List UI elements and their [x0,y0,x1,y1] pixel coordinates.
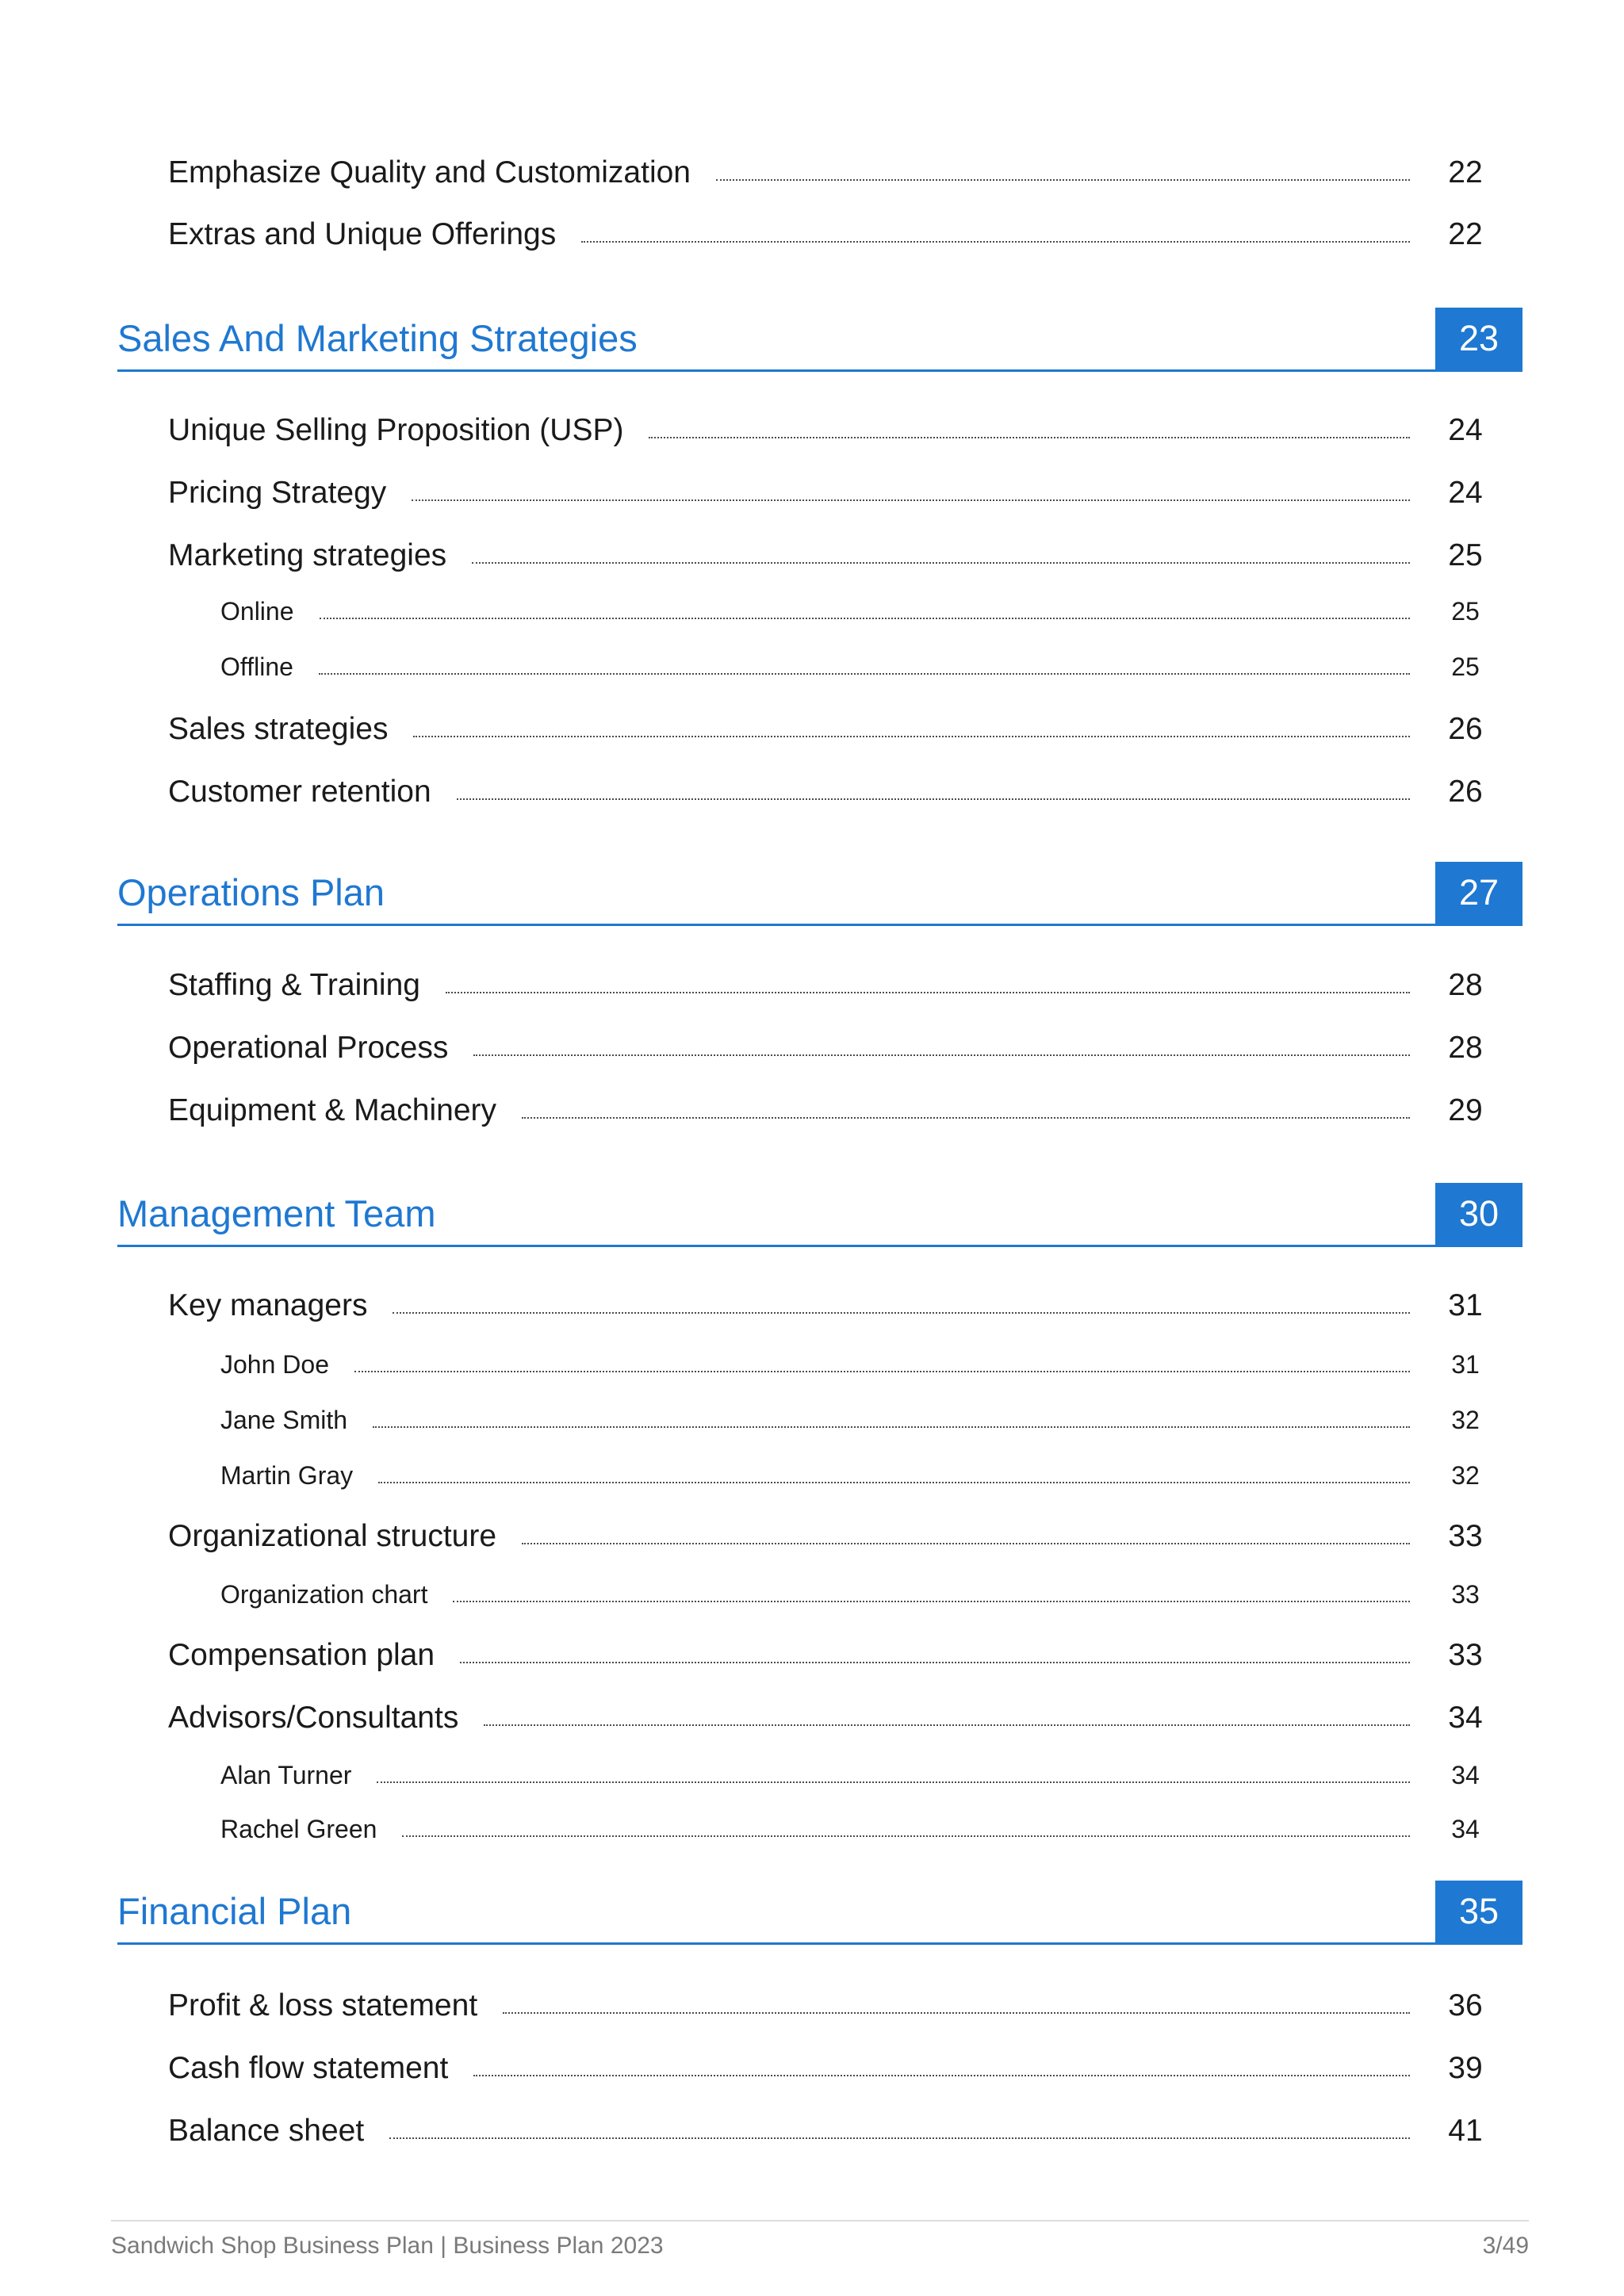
toc-entry-label: Emphasize Quality and Customization [168,155,691,189]
toc-entry[interactable] [168,205,1497,252]
toc-entry-page-number: 31 [1451,1350,1480,1379]
toc-entry-label: Compensation plan [168,1638,435,1672]
toc-section-page-number: 27 [1435,862,1522,924]
dot-leader [373,1426,1410,1428]
dot-leader [503,2012,1410,2014]
toc-entry[interactable] [168,463,1497,511]
toc-entry[interactable] [168,400,1497,448]
dot-leader [412,499,1410,501]
toc-section-page-number: 35 [1435,1881,1522,1942]
toc-section-heading[interactable] [117,862,1522,926]
toc-entry[interactable] [168,143,1497,190]
toc-entry[interactable] [168,1276,1497,1323]
toc-entry-page-number: 39 [1448,2051,1483,2085]
toc-entry-label: Alan Turner [220,1761,352,1789]
toc-entry-page-number: 34 [1451,1761,1480,1789]
toc-subentry[interactable] [220,1340,1497,1380]
toc-section-heading[interactable] [117,308,1522,372]
dot-leader [389,2137,1410,2139]
toc-entry-label: Key managers [168,1288,368,1322]
dot-leader [460,1662,1410,1663]
toc-entry-page-number: 25 [1451,652,1480,681]
dot-leader [393,1312,1410,1314]
dot-leader [319,673,1410,675]
toc-section-title: Management Team [117,1192,436,1234]
dot-leader [457,798,1410,800]
toc-entry[interactable] [168,1506,1497,1554]
toc-entry-page-number: 24 [1448,476,1483,510]
dot-leader [473,2075,1410,2076]
toc-entry-label: John Doe [220,1350,329,1379]
dot-leader [446,992,1410,993]
dot-leader [472,562,1410,564]
toc-entry[interactable] [168,699,1497,747]
dot-leader [453,1601,1410,1602]
footer-divider [111,2220,1529,2221]
toc-entry-label: Organization chart [220,1580,428,1609]
dot-leader [716,179,1410,181]
dot-leader [354,1371,1410,1372]
toc-subentry[interactable] [220,1451,1497,1490]
dot-leader [473,1054,1410,1056]
toc-entry-label: Customer retention [168,775,431,809]
toc-entry-page-number: 22 [1448,217,1483,251]
toc-entry-label: Balance sheet [168,2114,365,2148]
toc-entry[interactable] [168,1688,1497,1735]
footer-document-title: Sandwich Shop Business Plan | Business Plan 2023 [111,2233,664,2259]
toc-section-title: Financial Plan [117,1890,352,1932]
toc-entry-label: Profit & loss statement [168,1988,478,2022]
toc-entry-page-number: 25 [1448,538,1483,572]
toc-entry-page-number: 34 [1448,1701,1483,1735]
toc-entry-label: Equipment & Machinery [168,1093,497,1127]
toc-entry-label: Advisors/Consultants [168,1701,459,1735]
dot-leader [484,1724,1410,1726]
toc-entry-page-number: 32 [1451,1461,1480,1490]
footer-page-indicator: 3/49 [1482,2233,1529,2259]
toc-entry-page-number: 31 [1448,1288,1483,1322]
toc-entry-label: Cash flow statement [168,2051,449,2085]
dot-leader [378,1482,1410,1483]
toc-subentry[interactable] [220,1751,1497,1790]
toc-entry-page-number: 33 [1451,1580,1480,1609]
toc-entry[interactable] [168,1976,1497,2023]
toc-entry-page-number: 22 [1448,155,1483,189]
toc-entry-label: Jane Smith [220,1406,348,1434]
toc-entry-page-number: 24 [1448,413,1483,447]
toc-entry[interactable] [168,762,1497,809]
toc-entry[interactable] [168,1018,1497,1066]
toc-section-heading[interactable] [117,1183,1522,1247]
toc-entry-page-number: 32 [1451,1406,1480,1434]
toc-entry-label: Rachel Green [220,1815,377,1843]
toc-entry-label: Unique Selling Proposition (USP) [168,413,624,447]
toc-entry-label: Operational Process [168,1031,449,1065]
toc-subentry[interactable] [220,642,1497,682]
toc-section-title: Operations Plan [117,871,385,913]
toc-entry-label: Offline [220,652,293,681]
toc-subentry[interactable] [220,1804,1497,1844]
toc-entry[interactable] [168,1081,1497,1128]
toc-subentry[interactable] [220,1395,1497,1435]
toc-entry-page-number: 33 [1448,1519,1483,1553]
toc-section-page-number: 23 [1435,308,1522,369]
toc-entry[interactable] [168,2101,1497,2149]
toc-entry-page-number: 28 [1448,1031,1483,1065]
toc-entry-label: Marketing strategies [168,538,447,572]
toc-entry-page-number: 28 [1448,968,1483,1002]
toc-entry-label: Sales strategies [168,712,389,746]
toc-entry-page-number: 29 [1448,1093,1483,1127]
toc-section-title: Sales And Marketing Strategies [117,317,638,359]
dot-leader [522,1543,1410,1544]
toc-entry-page-number: 34 [1451,1815,1480,1843]
toc-entry-page-number: 33 [1448,1638,1483,1672]
toc-entry-label: Extras and Unique Offerings [168,217,557,251]
toc-entry-page-number: 41 [1448,2114,1483,2148]
toc-section-page-number: 30 [1435,1183,1522,1245]
toc-entry-page-number: 36 [1448,1988,1483,2022]
toc-entry-page-number: 26 [1448,775,1483,809]
toc-entry-label: Pricing Strategy [168,476,387,510]
toc-entry-page-number: 26 [1448,712,1483,746]
toc-entry[interactable] [168,955,1497,1003]
toc-entry-label: Martin Gray [220,1461,354,1490]
toc-entry-label: Organizational structure [168,1519,497,1553]
dot-leader [522,1117,1410,1119]
toc-entry[interactable] [168,2038,1497,2086]
toc-entry-label: Online [220,597,294,626]
dot-leader [581,241,1410,243]
toc-entry-page-number: 25 [1451,597,1480,626]
dot-leader [402,1835,1410,1837]
toc-entry-label: Staffing & Training [168,968,420,1002]
dot-leader [413,736,1410,737]
toc-entry[interactable] [168,526,1497,573]
toc-subentry[interactable] [220,1570,1497,1609]
toc-subentry[interactable] [220,587,1497,626]
toc-entry[interactable] [168,1625,1497,1673]
dot-leader [377,1781,1410,1783]
toc-section-heading[interactable] [117,1881,1522,1945]
dot-leader [320,618,1411,619]
dot-leader [649,437,1410,438]
